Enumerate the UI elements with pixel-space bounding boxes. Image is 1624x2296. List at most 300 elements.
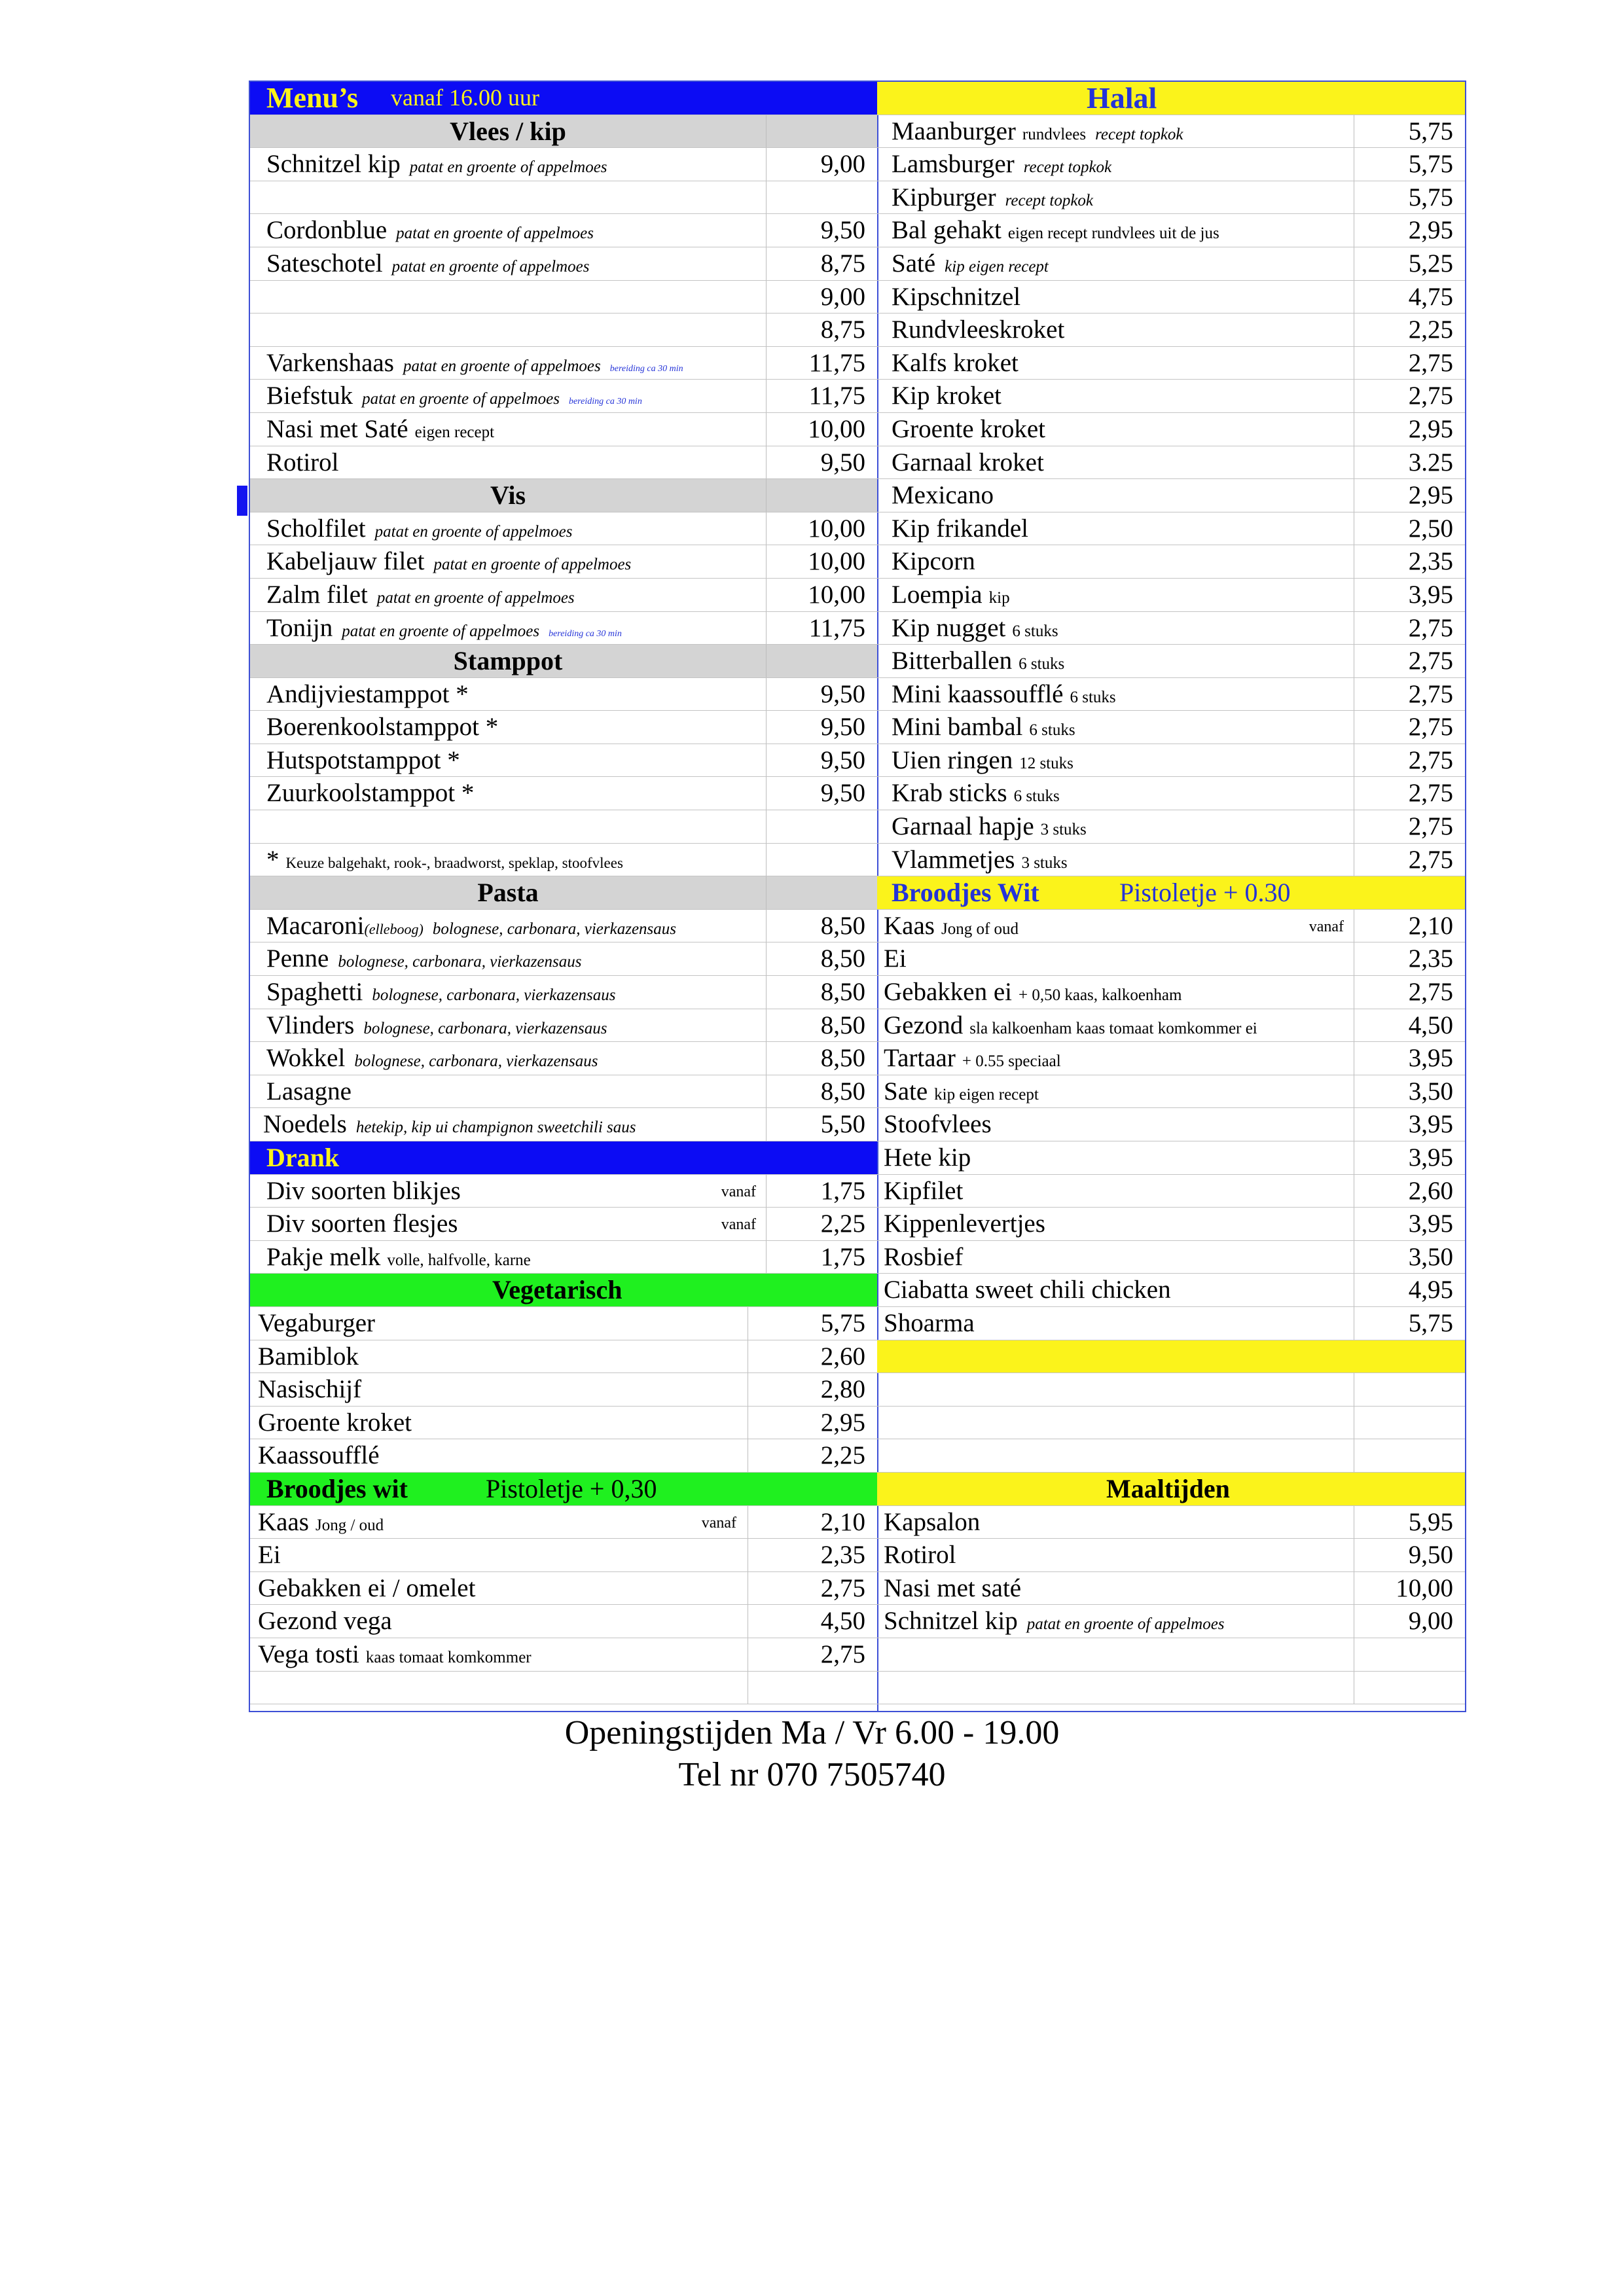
vanaf-label: vanaf bbox=[721, 1183, 756, 1200]
menu-item-row bbox=[877, 1307, 1465, 1340]
menu-item-name bbox=[884, 976, 1182, 1011]
menu-item-row bbox=[250, 413, 877, 446]
menu-item-row bbox=[250, 678, 877, 711]
menu-item-row bbox=[877, 1506, 1465, 1539]
item-price: 5,25 bbox=[1354, 247, 1465, 280]
item-price: 9,50 bbox=[766, 744, 877, 777]
menu-item-name bbox=[266, 1075, 352, 1107]
item-name: Ei bbox=[884, 944, 907, 973]
item-description: patat en groente of appelmoes bbox=[433, 556, 632, 574]
menu-item-row bbox=[250, 380, 877, 413]
item-price: 2,50 bbox=[1354, 512, 1465, 545]
menu-item-name bbox=[266, 1208, 458, 1240]
item-description: patat en groente of appelmoes bbox=[1026, 1615, 1225, 1634]
menu-item-name bbox=[892, 744, 1074, 780]
menu-item-row bbox=[877, 579, 1465, 612]
menu-item-name bbox=[266, 512, 572, 548]
menu-item-row bbox=[250, 1108, 877, 1141]
menu-item-name bbox=[892, 247, 1049, 283]
menu-item-name bbox=[266, 711, 498, 743]
item-name: Bitterballen bbox=[892, 647, 1013, 675]
menu-item-row bbox=[250, 1241, 877, 1274]
menu-item-name bbox=[884, 1108, 992, 1140]
stamppot-note-row bbox=[250, 844, 877, 877]
menus-subtitle: vanaf 16.00 uur bbox=[391, 84, 539, 111]
menu-item-row bbox=[250, 1638, 877, 1672]
menu-item-name bbox=[892, 645, 1064, 680]
item-price: 8,50 bbox=[766, 1042, 877, 1075]
menu-item-name bbox=[258, 1373, 361, 1405]
item-price: 8,50 bbox=[766, 942, 877, 975]
item-price: 2,60 bbox=[748, 1340, 877, 1373]
menu-item-row bbox=[877, 612, 1465, 645]
stamppot-header bbox=[250, 645, 877, 678]
menu-item-name bbox=[266, 545, 631, 581]
item-name: Groente kroket bbox=[892, 414, 1045, 443]
menu-item-name bbox=[258, 1539, 281, 1571]
item-price: 2,75 bbox=[1354, 678, 1465, 711]
vis-header bbox=[250, 479, 877, 512]
item-name: Varkenshaas bbox=[266, 348, 394, 377]
item-name: Mini kaassoufflé bbox=[892, 679, 1064, 708]
menu-item-row bbox=[877, 1439, 1465, 1473]
item-description: bolognese, carbonara, vierkazensaus bbox=[372, 986, 616, 1005]
note-text: Keuze balgehakt, rook-, braadworst, speklap, stoofvlees bbox=[285, 854, 623, 871]
item-description: hetekip, kip ui champignon sweetchili saus bbox=[355, 1119, 636, 1137]
item-name: Schnitzel kip bbox=[266, 150, 401, 179]
item-name: Kalfs kroket bbox=[892, 348, 1019, 377]
item-name: Vlammetjes bbox=[892, 845, 1015, 874]
menu-item-row bbox=[250, 976, 877, 1009]
menu-item-name bbox=[266, 1175, 461, 1207]
item-description: 3 stuks bbox=[1021, 853, 1068, 872]
menu-item-name bbox=[266, 777, 474, 809]
menu-item-row bbox=[877, 1075, 1465, 1109]
item-name: Nasischijf bbox=[258, 1375, 362, 1404]
item-description: kip eigen recept bbox=[945, 257, 1049, 276]
menu-item-row bbox=[877, 281, 1465, 314]
item-price: 2,35 bbox=[748, 1539, 877, 1571]
menu-item-name bbox=[884, 1274, 1171, 1306]
item-price: 2,75 bbox=[1354, 645, 1465, 677]
item-price: 2,75 bbox=[1354, 844, 1465, 876]
menu-item-name bbox=[266, 148, 607, 183]
item-name: Kaas bbox=[258, 1507, 309, 1536]
menu-item-row bbox=[877, 512, 1465, 546]
item-name: Kip frikandel bbox=[892, 514, 1029, 543]
menu-item-name bbox=[266, 1009, 607, 1045]
item-name: Mini bambal bbox=[892, 713, 1023, 742]
menu-item-row bbox=[877, 1108, 1465, 1141]
item-price: 1,75 bbox=[766, 1175, 877, 1208]
menu-item-row bbox=[877, 711, 1465, 744]
item-price bbox=[1354, 1638, 1465, 1671]
item-description: patat en groente of appelmoes bbox=[342, 622, 540, 640]
item-price bbox=[1354, 1373, 1465, 1406]
menu-item-row bbox=[877, 347, 1465, 380]
item-price: 2,95 bbox=[1354, 479, 1465, 512]
menu-item-name bbox=[258, 1572, 475, 1604]
item-price: 9,50 bbox=[1354, 1539, 1465, 1571]
item-price: 10,00 bbox=[1354, 1572, 1465, 1605]
menu-item-name bbox=[266, 347, 683, 385]
menu-item-row bbox=[877, 214, 1465, 247]
menu-item-row bbox=[877, 1274, 1465, 1307]
menu-item-row bbox=[877, 1539, 1465, 1572]
item-name: Kipschnitzel bbox=[892, 282, 1021, 311]
menu-item-row bbox=[250, 1307, 877, 1340]
menu-item-name bbox=[884, 942, 907, 975]
menu-item-name bbox=[258, 1439, 380, 1471]
menu-item-name bbox=[884, 1042, 1061, 1077]
item-name: Bal gehakt bbox=[892, 216, 1001, 245]
item-name: Penne bbox=[266, 944, 329, 973]
item-description: volle, halfvolle, karne bbox=[387, 1251, 531, 1269]
maaltijden-header bbox=[877, 1473, 1465, 1506]
item-name: Kaassoufflé bbox=[258, 1441, 380, 1470]
menu-item-name bbox=[258, 1307, 375, 1339]
vlees-kip-header bbox=[250, 115, 877, 149]
opening-hours: Openingstijden Ma / Vr 6.00 - 19.00 bbox=[564, 1714, 1060, 1751]
item-price: 2,75 bbox=[748, 1638, 877, 1671]
menu-item-name bbox=[892, 347, 1019, 379]
menu-item-row bbox=[877, 1407, 1465, 1440]
yellow-divider-row bbox=[877, 1340, 1465, 1374]
menu-item-row bbox=[877, 1638, 1465, 1672]
menu-item-name bbox=[884, 1572, 1021, 1604]
menu-item-row bbox=[250, 247, 877, 281]
menu-item-row bbox=[250, 1605, 877, 1638]
menu-item-row bbox=[877, 181, 1465, 215]
section-title: Vis bbox=[490, 480, 526, 511]
item-description: recept topkok bbox=[1023, 158, 1112, 177]
item-name: Rotirol bbox=[884, 1541, 956, 1570]
menu-item-row bbox=[250, 545, 877, 579]
menu-item-row bbox=[250, 214, 877, 247]
vanaf-label: vanaf bbox=[701, 1514, 736, 1532]
item-price bbox=[766, 810, 877, 843]
item-name: Kabeljauw filet bbox=[266, 547, 425, 576]
menu-item-row bbox=[250, 1175, 877, 1208]
item-price: 3,50 bbox=[1354, 1075, 1465, 1108]
item-price bbox=[1354, 1407, 1465, 1439]
menu-item-name bbox=[892, 413, 1045, 445]
menu-item-name bbox=[892, 380, 1001, 412]
item-name: Schnitzel kip bbox=[884, 1607, 1018, 1636]
item-price: 8,50 bbox=[766, 1009, 877, 1042]
item-price: 4,50 bbox=[748, 1605, 877, 1638]
item-price: 3,50 bbox=[1354, 1241, 1465, 1274]
menu-item-name bbox=[258, 1605, 392, 1637]
item-price: 2,25 bbox=[766, 1208, 877, 1240]
item-price: 3,95 bbox=[1354, 1042, 1465, 1075]
item-name: Groente kroket bbox=[258, 1408, 412, 1437]
menu-table bbox=[249, 81, 1466, 1712]
item-extra: (elleboog) bbox=[364, 920, 424, 937]
item-description: recept topkok bbox=[1095, 125, 1183, 143]
menu-item-name bbox=[266, 942, 581, 978]
pasta-header bbox=[250, 876, 877, 910]
item-price: 5,50 bbox=[766, 1108, 877, 1141]
menu-item-row bbox=[250, 446, 877, 480]
halal-title: Halal bbox=[1087, 81, 1157, 115]
item-description: eigen recept rundvlees uit de jus bbox=[1007, 224, 1219, 243]
item-price: 2,25 bbox=[1354, 314, 1465, 346]
item-price: 10,00 bbox=[766, 579, 877, 611]
item-description: rundvlees bbox=[1022, 125, 1087, 143]
item-name: Boerenkoolstamppot * bbox=[266, 713, 499, 742]
menu-item-row bbox=[877, 678, 1465, 711]
item-description: patat en groente of appelmoes bbox=[409, 158, 607, 177]
item-price: 8,50 bbox=[766, 976, 877, 1009]
item-description: 12 stuks bbox=[1019, 754, 1074, 772]
item-description: bolognese, carbonara, vierkazensaus bbox=[432, 920, 677, 938]
item-description: bolognese, carbonara, vierkazensaus bbox=[363, 1019, 607, 1037]
menu-item-row bbox=[877, 910, 1465, 943]
item-description: patat en groente of appelmoes bbox=[396, 224, 594, 243]
item-description: patat en groente of appelmoes bbox=[374, 522, 573, 541]
item-price bbox=[766, 181, 877, 214]
menu-item-name bbox=[266, 1241, 531, 1276]
item-name: Hutspotstamppot * bbox=[266, 745, 460, 774]
item-name: Spaghetti bbox=[266, 978, 363, 1007]
menu-item-name bbox=[266, 214, 594, 249]
item-name: Nasi met Saté bbox=[266, 414, 408, 443]
menu-item-row bbox=[877, 479, 1465, 512]
menu-item-row bbox=[877, 1208, 1465, 1241]
item-price: 9,00 bbox=[766, 148, 877, 181]
item-name: Noedels bbox=[263, 1110, 347, 1139]
item-name: Tonijn bbox=[266, 613, 333, 642]
item-name: Rundvleeskroket bbox=[892, 315, 1065, 344]
item-name: Kipcorn bbox=[892, 547, 975, 576]
item-price: 9,50 bbox=[766, 678, 877, 711]
item-price: 5,95 bbox=[1354, 1506, 1465, 1539]
menu-item-row bbox=[877, 1572, 1465, 1605]
item-price: 2,75 bbox=[1354, 744, 1465, 777]
item-name: Sate bbox=[884, 1077, 928, 1105]
menu-item-name bbox=[892, 844, 1068, 879]
menu-item-row bbox=[877, 777, 1465, 810]
menu-item-row bbox=[250, 1572, 877, 1605]
menu-item-row bbox=[250, 181, 877, 215]
item-price: 11,75 bbox=[766, 347, 877, 380]
menu-item-name bbox=[892, 446, 1044, 478]
item-price: 9,00 bbox=[1354, 1605, 1465, 1638]
section-title: Pasta bbox=[477, 878, 539, 908]
menu-item-name bbox=[884, 1075, 1039, 1111]
item-description: + 0,50 kaas, kalkoenham bbox=[1019, 986, 1182, 1005]
item-description: patat en groente of appelmoes bbox=[362, 390, 560, 408]
menu-item-row bbox=[877, 1672, 1465, 1705]
maaltijden-title: Maaltijden bbox=[1106, 1473, 1230, 1503]
item-price: 3,95 bbox=[1354, 1141, 1465, 1174]
price-cell bbox=[766, 645, 877, 677]
menu-item-name bbox=[892, 612, 1058, 647]
menu-item-name bbox=[266, 910, 676, 945]
menu-item-name bbox=[266, 413, 494, 448]
menu-item-name bbox=[884, 910, 1019, 945]
menu-item-row bbox=[250, 314, 877, 347]
item-name: Saté bbox=[892, 249, 936, 278]
menu-item-row bbox=[250, 1506, 877, 1539]
menu-item-row bbox=[250, 281, 877, 314]
item-price bbox=[1354, 1439, 1465, 1472]
menu-item-name bbox=[258, 1340, 359, 1372]
menu-item-name bbox=[266, 744, 460, 776]
menu-item-name bbox=[258, 1638, 532, 1674]
menu-item-row bbox=[250, 777, 877, 810]
section-title: Vlees / kip bbox=[450, 116, 566, 146]
item-description: kaas tomaat komkommer bbox=[365, 1648, 532, 1666]
broodjes-title: Broodjes wit bbox=[266, 1473, 408, 1503]
item-price: 2,75 bbox=[1354, 380, 1465, 412]
item-name: Garnaal kroket bbox=[892, 448, 1044, 476]
item-price: 10,00 bbox=[766, 512, 877, 545]
menu-item-row bbox=[250, 1407, 877, 1440]
menu-item-row bbox=[877, 1373, 1465, 1407]
item-description: recept topkok bbox=[1005, 191, 1094, 209]
menu-item-name bbox=[266, 678, 469, 710]
menus-title: Menu’s bbox=[266, 82, 359, 114]
item-price: 2,35 bbox=[1354, 942, 1465, 975]
menu-item-name bbox=[884, 1539, 956, 1571]
item-description: 6 stuks bbox=[1012, 622, 1058, 640]
item-price: 11,75 bbox=[766, 380, 877, 412]
menu-item-row bbox=[250, 1340, 877, 1374]
menu-item-name bbox=[892, 115, 1183, 151]
menu-item-row bbox=[250, 347, 877, 380]
menu-item-name bbox=[266, 1042, 598, 1077]
menu-item-row bbox=[250, 744, 877, 778]
menu-item-name bbox=[266, 612, 622, 650]
item-preparation-note: bereiding ca 30 min bbox=[549, 628, 622, 639]
menu-item-name bbox=[892, 181, 1093, 217]
menu-item-name bbox=[892, 711, 1075, 746]
item-price: 2,75 bbox=[1354, 347, 1465, 380]
item-price: 2,95 bbox=[748, 1407, 877, 1439]
item-price: 9,50 bbox=[766, 711, 877, 744]
item-name: Hete kip bbox=[884, 1143, 971, 1172]
menu-item-row bbox=[250, 942, 877, 976]
menu-item-row bbox=[877, 976, 1465, 1009]
item-name: Wokkel bbox=[266, 1044, 346, 1073]
item-price: 3,95 bbox=[1354, 579, 1465, 611]
menu-item-row bbox=[877, 380, 1465, 413]
item-name: Loempia bbox=[892, 580, 983, 609]
item-name: Kip kroket bbox=[892, 382, 1001, 410]
menu-item-row bbox=[250, 612, 877, 645]
item-name: Kipburger bbox=[892, 183, 996, 211]
item-description: Jong / oud bbox=[315, 1516, 384, 1534]
item-description: patat en groente of appelmoes bbox=[391, 257, 590, 276]
item-price: 2,95 bbox=[1354, 214, 1465, 247]
broodjes-title: Broodjes Wit bbox=[892, 878, 1039, 908]
menu-item-row bbox=[250, 148, 877, 181]
menu-item-name bbox=[892, 678, 1116, 713]
menu-item-name bbox=[892, 512, 1028, 545]
item-price: 2,75 bbox=[1354, 777, 1465, 810]
menu-item-row bbox=[877, 446, 1465, 480]
item-price: 11,75 bbox=[766, 612, 877, 645]
item-price: 8,75 bbox=[766, 247, 877, 280]
item-price: 9,50 bbox=[766, 446, 877, 479]
menu-item-row bbox=[877, 1175, 1465, 1208]
menu-item-row bbox=[250, 1373, 877, 1407]
item-name: Shoarma bbox=[884, 1308, 975, 1337]
item-price: 4,95 bbox=[1354, 1274, 1465, 1306]
menu-item-row bbox=[877, 744, 1465, 778]
item-price: 9,00 bbox=[766, 281, 877, 314]
menu-item-name bbox=[884, 1605, 1225, 1640]
section-title: Stamppot bbox=[453, 646, 563, 676]
item-description: + 0.55 speciaal bbox=[962, 1052, 1061, 1071]
item-name: Cordonblue bbox=[266, 216, 388, 245]
item-name: Scholfilet bbox=[266, 514, 366, 543]
menu-item-name bbox=[266, 976, 616, 1011]
price-cell bbox=[766, 844, 877, 876]
menu-item-name bbox=[884, 1175, 963, 1207]
menu-item-name bbox=[884, 1208, 1045, 1240]
menu-item-row bbox=[250, 1075, 877, 1109]
menu-item-name bbox=[266, 247, 589, 283]
vegetarisch-header bbox=[250, 1274, 877, 1307]
menu-item-row bbox=[877, 545, 1465, 579]
item-name: Vlinders bbox=[266, 1011, 355, 1039]
item-name: Uien ringen bbox=[892, 745, 1013, 774]
item-name: Biefstuk bbox=[266, 382, 353, 410]
item-name: Macaroni bbox=[266, 911, 365, 940]
item-price bbox=[748, 1672, 877, 1704]
item-name: Zalm filet bbox=[266, 580, 368, 609]
item-description: patat en groente of appelmoes bbox=[376, 588, 575, 607]
item-name: Rotirol bbox=[266, 448, 339, 476]
item-name: Stoofvlees bbox=[884, 1110, 992, 1139]
item-name: Gezond vega bbox=[258, 1607, 392, 1636]
halal-header bbox=[877, 82, 1465, 115]
item-price: 2,75 bbox=[1354, 810, 1465, 843]
menu-item-name bbox=[884, 1009, 1257, 1045]
menu-item-name bbox=[892, 545, 975, 577]
menu-item-row bbox=[250, 512, 877, 546]
item-price: 4,75 bbox=[1354, 281, 1465, 314]
item-name: Maanburger bbox=[892, 117, 1016, 145]
item-description: 6 stuks bbox=[1029, 721, 1075, 740]
item-price: 2,10 bbox=[1354, 910, 1465, 942]
vanaf-label: vanaf bbox=[721, 1216, 756, 1234]
item-name: Ciabatta sweet chili chicken bbox=[884, 1276, 1171, 1304]
item-description: 3 stuks bbox=[1040, 821, 1087, 839]
menu-item-name bbox=[892, 810, 1087, 846]
menu-item-name bbox=[266, 579, 575, 614]
item-name: Krab sticks bbox=[892, 779, 1007, 808]
menu-item-name bbox=[892, 148, 1111, 183]
vanaf-label: vanaf bbox=[1308, 918, 1344, 935]
broodjes-wit-header-right bbox=[877, 876, 1465, 910]
menu-item-row bbox=[250, 1672, 877, 1705]
menu-item-row bbox=[877, 1042, 1465, 1075]
item-description: 6 stuks bbox=[1070, 688, 1116, 706]
item-price: 5,75 bbox=[1354, 1307, 1465, 1340]
right-column bbox=[877, 82, 1465, 1711]
item-name: Andijviestamppot * bbox=[266, 679, 469, 708]
menu-item-row bbox=[877, 1605, 1465, 1638]
item-name: Kaas bbox=[884, 911, 935, 940]
item-price: 4,50 bbox=[1354, 1009, 1465, 1042]
item-price: 2,75 bbox=[748, 1572, 877, 1605]
price-cell bbox=[766, 479, 877, 512]
menu-item-row bbox=[877, 942, 1465, 976]
